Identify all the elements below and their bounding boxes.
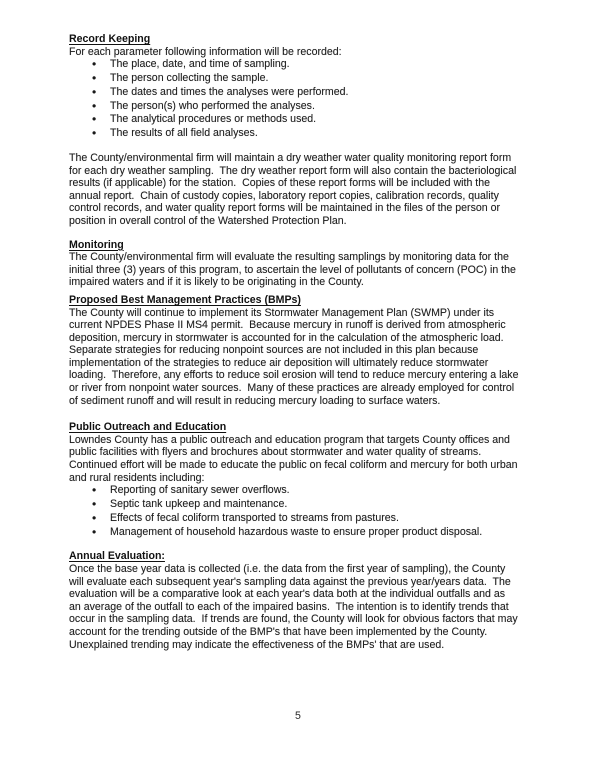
record-keeping-intro: For each parameter following information will be recorded: [69, 45, 342, 58]
bullet-item: • Septic tank upkeep and maintenance. [110, 498, 559, 512]
bullet-item: • Reporting of sanitary sewer overflows. [110, 484, 559, 498]
bullet-item: • Management of household hazardous waste to ensure proper product disposal. [110, 526, 559, 540]
bullet-item: • The person collecting the sample. [110, 72, 559, 86]
annual-evaluation-paragraph: Once the base year data is collected (i.e. the data from the first year of sampling), the County will evaluate each subsequent year's sampling data against the previous year/years data. The evaluation will be a comparative look at each year's data both at the individual outfalls and as an average of the outfall to each of the impaired basins. The intention is to identify trends that occur in the sampling data. If trends are found, the County will look for obvious factors that may account for the trending outside of the BMP's that have been implemented by the County. Unexplained trending may indicate the effectiveness of the BMPs' that are used. [69, 563, 518, 651]
bmps-paragraph: The County will continue to implement its Stormwater Management Plan (SWMP) under its current NPDES Phase II MS4 permit. Because mercury in runoff is derived from atmospheric deposition, mercury in stormwater is accounted for in the calculation of the atmospheric load. Separate strategies for reducing nonpoint sources are not included in this plan because implementation of the strategies to reduce air deposition will ultimately reduce stormwater loading. Therefore, any efforts to reduce soil erosion will tend to reduce mercury entering a lake or river from nonpoint water sources. Many of these practices are already employed for control of sediment runoff and will result in reducing mercury loading to surface waters. [69, 306, 519, 407]
page-number: 5 [295, 710, 301, 722]
bullet-item: • The person(s) who performed the analyses. [110, 100, 559, 114]
outreach-bullet-list [69, 484, 559, 539]
record-keeping-paragraph: The County/environmental firm will maintain a dry weather water quality monitoring report form for each dry weather sampling. The dry weather report form will also contain the bacteriological results (if applicable) for the station. Copies of these report forms will be included with the annual report. Chain of custody copies, laboratory report copies, calibration records, quality control records, and water quality report forms will be maintained in the files of the person or position in overall control of the Watershed Protection Plan. [69, 151, 517, 227]
record-keeping-bullet-list [69, 58, 559, 141]
bullet-item: • Effects of fecal coliform transported to streams from pastures. [110, 512, 559, 526]
bullet-item: • The results of all field analyses. [110, 127, 559, 141]
bullet-item: • The dates and times the analyses were performed. [110, 86, 559, 100]
monitoring-paragraph: The County/environmental firm will evaluate the resulting samplings by monitoring data for the initial three (3) years of this program, to ascertain the level of pollutants of concern (POC) in the impaired waters and if it is likely to be originating in the County. [69, 251, 516, 289]
section-heading-record-keeping: Record Keeping [69, 33, 151, 45]
outreach-paragraph: Lowndes County has a public outreach and education program that targets County offices and public facilities with flyers and brochures about stormwater and water quality of streams. Continued effort will be made to educate the public on fecal coliform and mercury for both urban and rural residents including: [69, 433, 518, 484]
bullet-item: • The analytical procedures or methods used. [110, 113, 559, 127]
section-heading-annual-evaluation: Annual Evaluation: [69, 550, 165, 563]
section-heading-bmps: Proposed Best Management Practices (BMPs) [69, 293, 301, 306]
section-heading-monitoring: Monitoring [69, 238, 124, 251]
bullet-item: • The place, date, and time of sampling. [110, 58, 559, 72]
section-heading-public-outreach: Public Outreach and Education [69, 421, 227, 434]
document-body [69, 33, 559, 651]
